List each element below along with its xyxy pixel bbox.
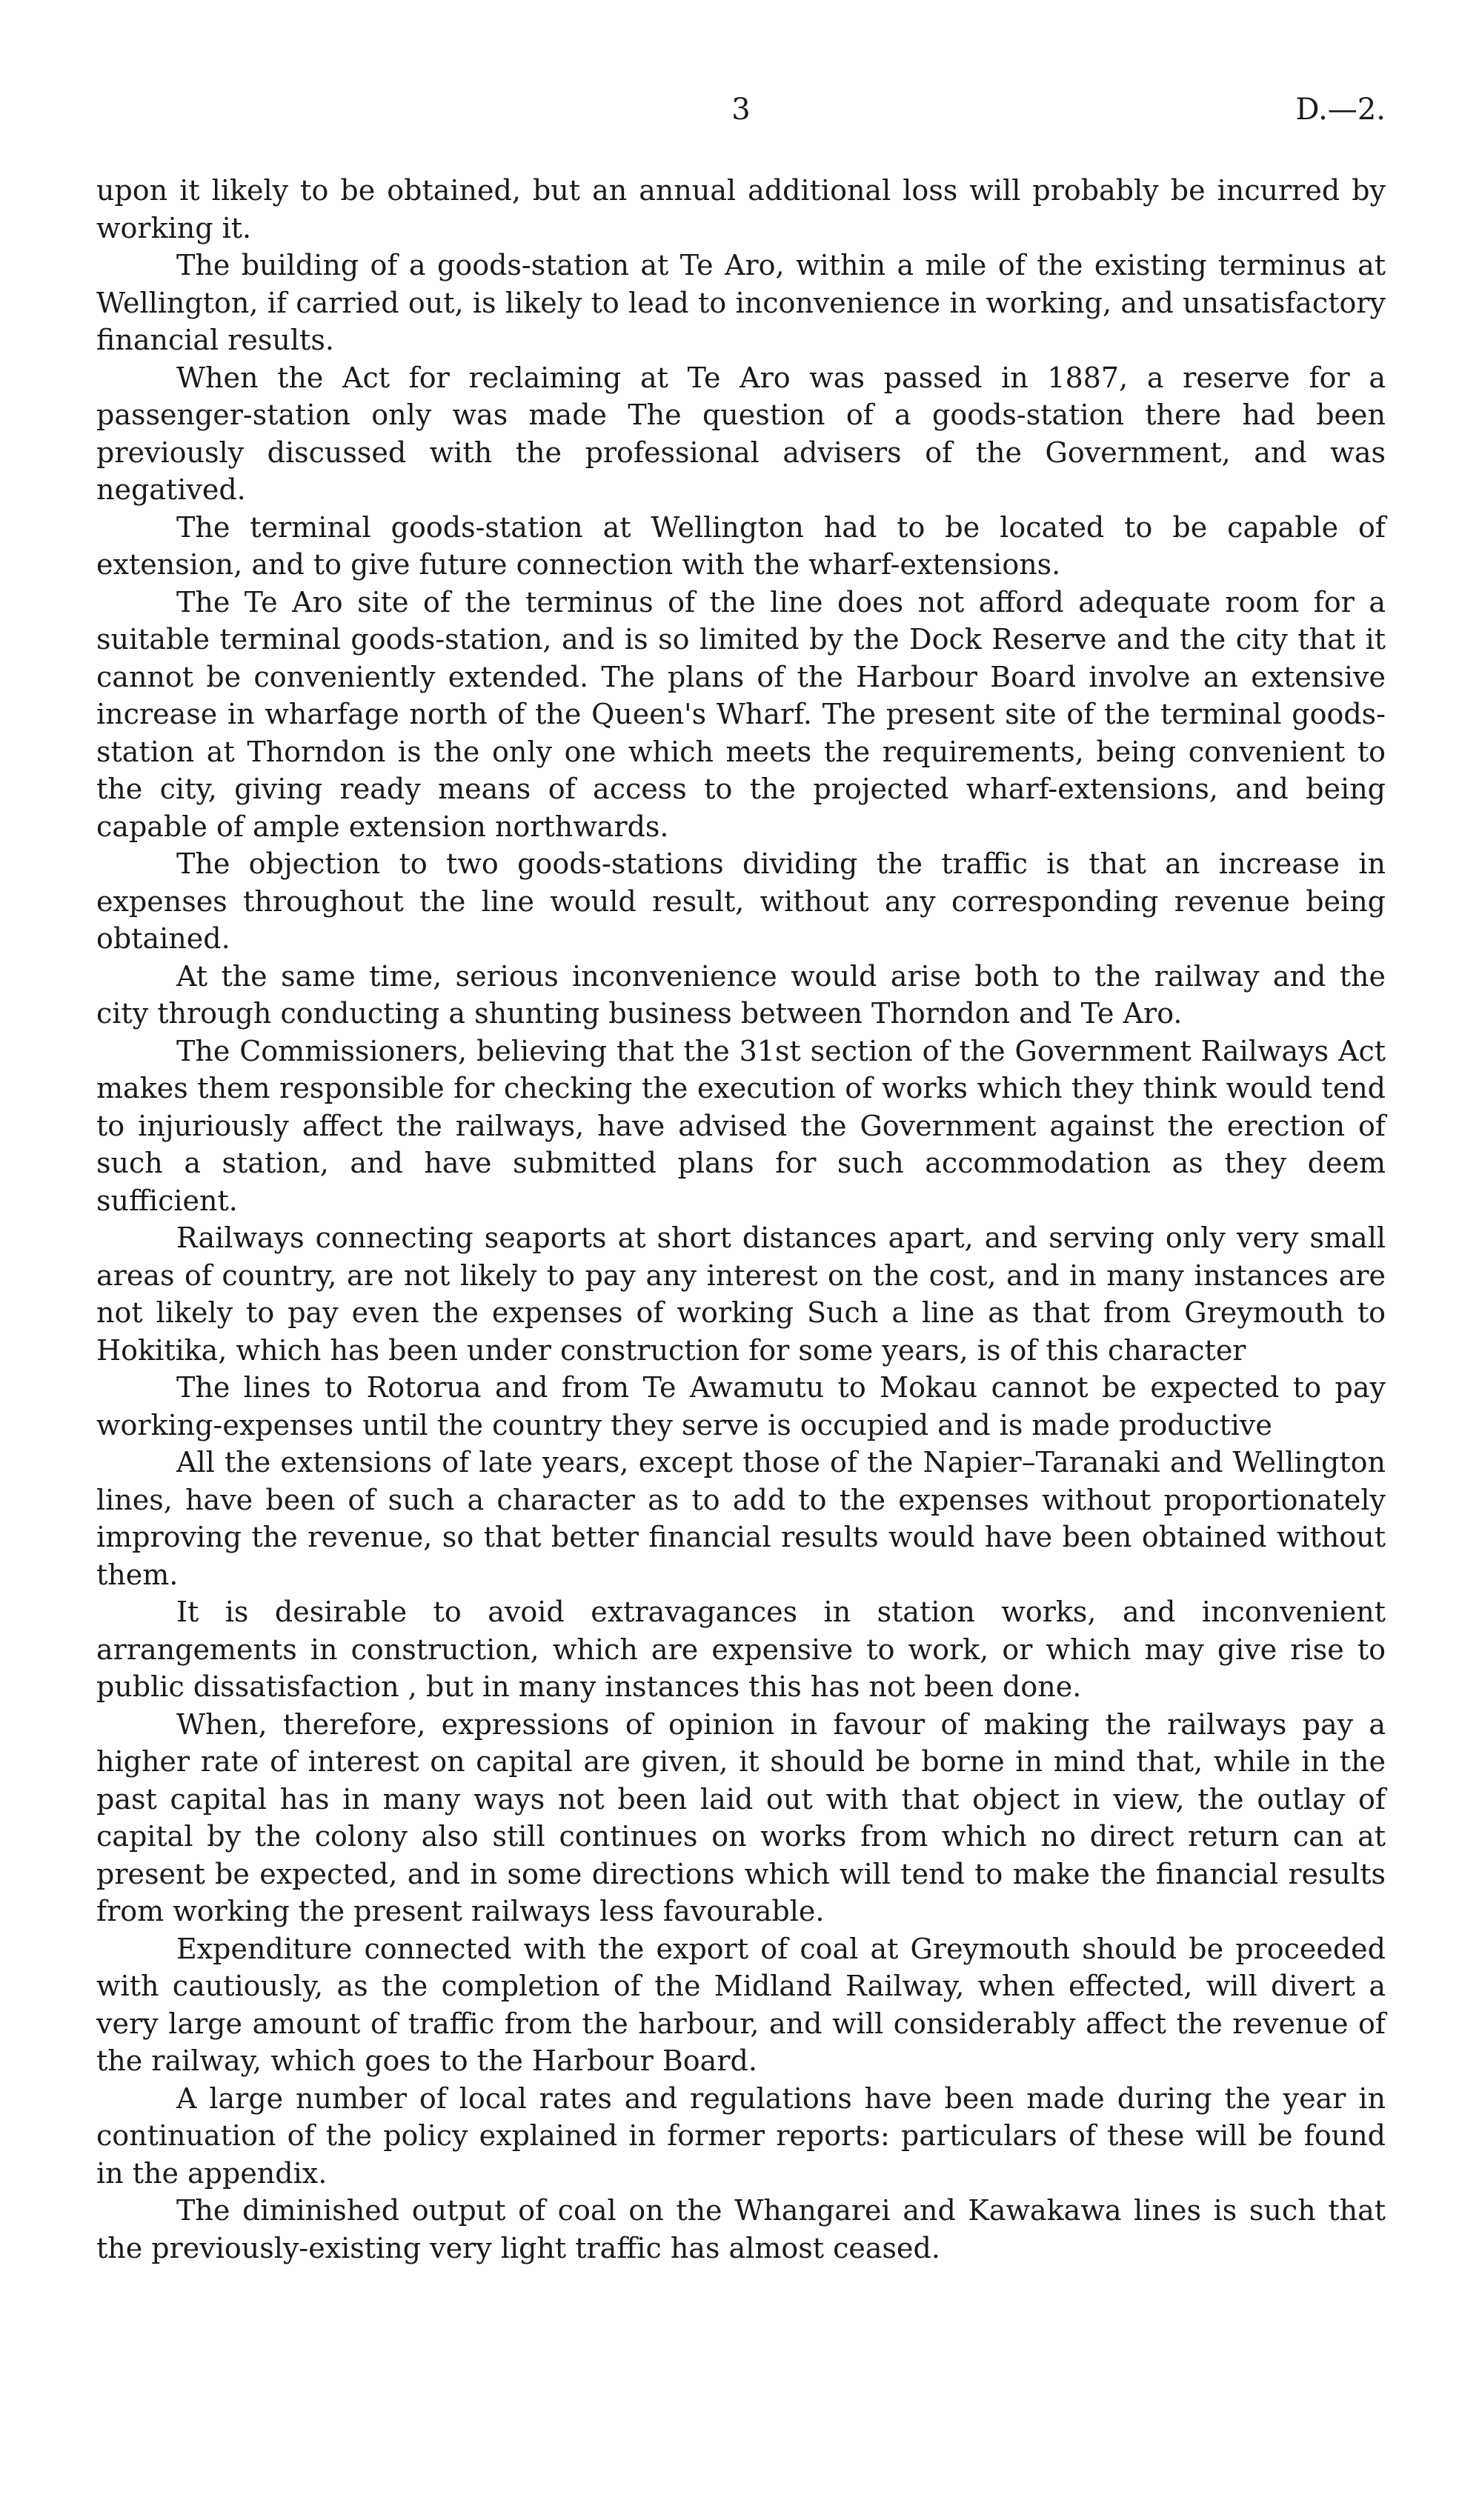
page-header bbox=[96, 87, 1386, 132]
paragraph-seaport-railways: Railways connecting seaports at short distances apart, and serving only very small areas of country, are not likely to pay any interest on the cost, and in many instances are not likely to pay even the expenses of working Such a line as that from Greymouth to Hokitika, which has been under construction for some years, is of this character bbox=[96, 1221, 1386, 1367]
paragraph-station-works: It is desirable to avoid extravagances in station works, and inconvenient arrangements in construction, which are expensive to work, or which may give rise to public dissatisfaction , but in many instances this has not been done. bbox=[96, 1596, 1386, 1703]
body-text bbox=[96, 172, 1386, 2267]
paragraph-interest-on-capital: When, therefore, expressions of opinion in favour of making the railways pay a higher rate of interest on capital are given, it should be borne in mind that, while in the past capital has in many ways not been laid out with that object in view, the outlay of capital by the colony also still continues on works from which no direct return can at present be expected, and in some directions which will tend to make the financial results from working the present railways less favourable. bbox=[96, 1707, 1386, 1927]
paragraph-reclaiming-act: When the Act for reclaiming at Te Aro was passed in 1887, a reserve for a passenger-station only was made The question of a goods-station there had been previously discussed with the professional advisers of the Government, and was negatived. bbox=[96, 361, 1386, 506]
paragraph-continued: upon it likely to be obtained, but an annual additional loss will probably be incurred by working it. bbox=[96, 174, 1386, 244]
page-number: 3 bbox=[731, 93, 751, 127]
paragraph-commissioners: The Commissioners, believing that the 31st section of the Government Railways Act makes them responsible for checking the execution of works which they think would tend to injuriously affect the railways, have advised the Government against the erection of such a station, and have submitted plans for such accommodation as they deem sufficient. bbox=[96, 1034, 1386, 1217]
paragraph-shunting: At the same time, serious inconvenience would arise both to the railway and the city through conducting a shunting business between Thorndon and Te Aro. bbox=[96, 959, 1386, 1030]
paragraph-local-rates: A large number of local rates and regulations have been made during the year in continuation of the policy explained in former reports: particulars of these will be found in the appendix. bbox=[96, 2081, 1386, 2190]
paragraph-te-aro-goods-station: The building of a goods-station at Te Aro, within a mile of the existing terminus at Wellington, if carried out, is likely to lead to inconvenience in working, and unsatisfactory financial results. bbox=[96, 249, 1386, 356]
paragraph-extensions: All the extensions of late years, except those of the Napier–Taranaki and Wellington lines, have been of such a character as to add to the expenses without proportionately improving the revenue, so that better financial results would have been obtained without them. bbox=[96, 1446, 1386, 1591]
paragraph-te-aro-site: The Te Aro site of the terminus of the line does not afford adequate room for a suitable terminal goods-station, and is so limited by the Dock Reserve and the city that it cannot be conveniently extended. The plans of the Harbour Board involve an extensive increase in wharfage north of the Queen's Wharf. The present site of the terminal goods-station at Thorndon is the only one which meets the requirements, being convenient to the city, giving ready means of access to the projected wharf-extensions, and being capable of ample extension northwards. bbox=[96, 585, 1386, 843]
paragraph-rotorua-mokau: The lines to Rotorua and from Te Awamutu to Mokau cannot be expected to pay working-expenses until the country they serve is occupied and is made productive bbox=[96, 1371, 1386, 1441]
document-reference: D.—2. bbox=[1295, 93, 1386, 127]
paragraph-whangarei-kawakawa: The diminished output of coal on the Whangarei and Kawakawa lines is such that the previously-existing very light traffic has almost ceased. bbox=[96, 2194, 1386, 2264]
paragraph-terminal-wellington: The terminal goods-station at Wellington had to be located to be capable of extension, and to give future connection with the wharf-extensions. bbox=[96, 510, 1386, 581]
paragraph-greymouth-coal: Expenditure connected with the export of coal at Greymouth should be proceeded with cautiously, as the completion of the Midland Railway, when effected, will divert a very large amount of traffic from the harbour, and will considerably affect the revenue of the railway, which goes to the Harbour Board. bbox=[96, 1932, 1386, 2077]
paragraph-two-goods-stations: The objection to two goods-stations dividing the traffic is that an increase in expenses throughout the line would result, without any corresponding revenue being obtained. bbox=[96, 847, 1386, 955]
